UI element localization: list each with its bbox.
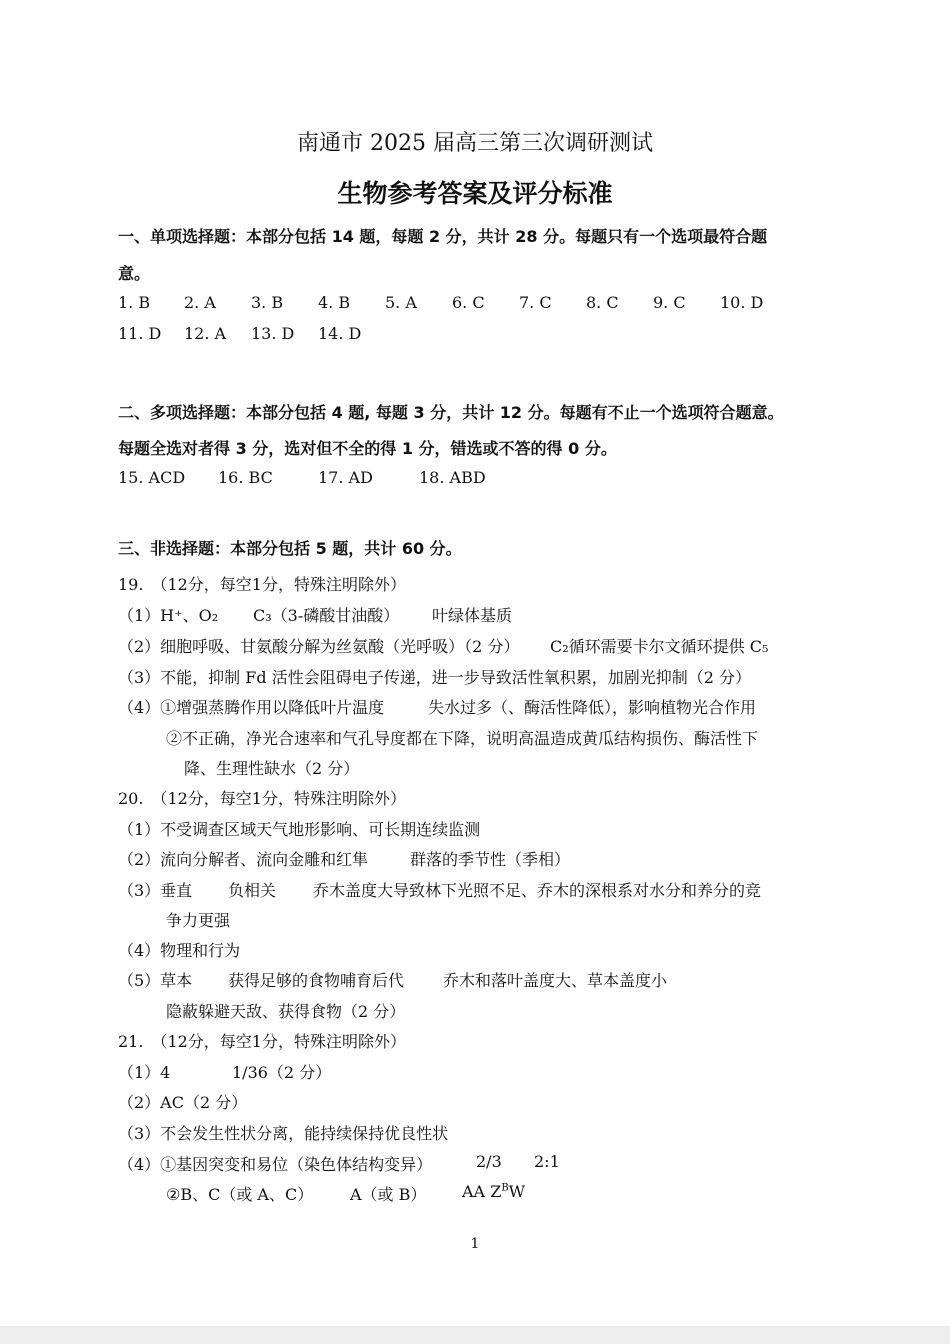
genotype-superscript: B xyxy=(501,1182,509,1194)
q21-answer-3: （3）不会发生性状分离，能持续保持优良性状 xyxy=(118,1124,449,1143)
page-number: 1 xyxy=(470,1236,480,1252)
answer-12: 12. A xyxy=(184,324,227,343)
answer-2: 2. A xyxy=(184,293,216,312)
answer-16: 16. BC xyxy=(218,468,273,487)
document-subtitle: 生物参考答案及评分标准 xyxy=(337,179,613,208)
q20-answer-4: （4）物理和行为 xyxy=(118,941,241,960)
section2-heading: 二、多项选择题：本部分包括 4 题, 每题 3 分，共计 12 分。每题有不止一个选项符合题意。 xyxy=(118,403,784,422)
q21-answer-4e: A（或 B） xyxy=(350,1185,427,1204)
q19-answer-4a: （4）①增强蒸腾作用以降低叶片温度 xyxy=(118,698,385,717)
answer-5: 5. A xyxy=(385,293,417,312)
q19-answer-1b: C₃（3-磷酸甘油酸） xyxy=(253,606,400,625)
answer-7: 7. C xyxy=(519,293,552,312)
answer-13: 13. D xyxy=(251,324,295,343)
genotype-w: W xyxy=(508,1182,526,1201)
bottom-edge-band xyxy=(0,1326,950,1344)
q21-answer-1a: （1）4 xyxy=(118,1063,171,1082)
q21-answer-4f xyxy=(462,1182,525,1201)
q20-answer-3c-cont: 争力更强 xyxy=(166,911,231,930)
q20-answer-3a: （3）垂直 xyxy=(118,881,193,900)
q20-header: 20. （12分，每空1分，特殊注明除外） xyxy=(118,789,406,808)
answer-14: 14. D xyxy=(318,324,362,343)
q21-answer-2: （2）AC（2 分） xyxy=(118,1093,248,1112)
q19-answer-1a: （1）H⁺、O₂ xyxy=(118,606,219,625)
q19-answer-2b: C₂循环需要卡尔文循环提供 C₅ xyxy=(550,637,769,656)
q20-answer-3b: 负相关 xyxy=(228,881,277,900)
q20-answer-3c: 乔木盖度大导致林下光照不足、乔木的深根系对水分和养分的竞 xyxy=(313,881,762,900)
q19-answer-4c: ②不正确，净光合速率和气孔导度都在下降，说明高温造成黄瓜结构损伤、酶活性下 xyxy=(166,729,759,748)
q19-answer-1c: 叶绿体基质 xyxy=(432,606,513,625)
answer-17: 17. AD xyxy=(318,468,373,487)
answer-11: 11. D xyxy=(118,324,162,343)
q21-answer-4c: 2:1 xyxy=(534,1152,560,1171)
answer-4: 4. B xyxy=(318,293,351,312)
q21-answer-1b: 1/36（2 分） xyxy=(232,1063,332,1082)
answer-15: 15. ACD xyxy=(118,468,186,487)
section2-heading-cont: 每题全选对者得 3 分，选对但不全的得 1 分，错选或不答的得 0 分。 xyxy=(118,439,617,458)
section1-heading: 一、单项选择题：本部分包括 14 题，每题 2 分，共计 28 分。每题只有一个选项最符合题 xyxy=(118,227,768,246)
q20-answer-5b: 获得足够的食物哺育后代 xyxy=(228,971,405,990)
q19-answer-3: （3）不能，抑制 Fd 活性会阻碍电子传递，进一步导致活性氧积累，加剧光抑制（2 分） xyxy=(118,668,751,687)
answer-8: 8. C xyxy=(586,293,619,312)
q21-header: 21. （12分，每空1分，特殊注明除外） xyxy=(118,1032,406,1051)
q20-answer-1: （1）不受调查区域天气地形影响、可长期连续监测 xyxy=(118,820,481,839)
answer-6: 6. C xyxy=(452,293,485,312)
q20-answer-5d: 隐蔽躲避天敌、获得食物（2 分） xyxy=(166,1002,406,1021)
q20-answer-2b: 群落的季节性（季相） xyxy=(410,850,571,869)
answer-3: 3. B xyxy=(251,293,284,312)
answer-10: 10. D xyxy=(720,293,764,312)
q19-answer-2a: （2）细胞呼吸、甘氨酸分解为丝氨酸（光呼吸）（2 分） xyxy=(118,637,520,656)
q20-answer-5a: （5）草本 xyxy=(118,971,193,990)
q21-answer-4b: 2/3 xyxy=(476,1152,502,1171)
q21-answer-4a: （4）①基因突变和易位（染色体结构变异） xyxy=(118,1155,433,1174)
section1-heading-cont: 意。 xyxy=(118,264,151,283)
q19-header: 19. （12分，每空1分，特殊注明除外） xyxy=(118,575,406,594)
q19-answer-4b: 失水过多（、酶活性降低），影响植物光合作用 xyxy=(428,698,757,717)
section3-heading: 三、非选择题：本部分包括 5 题，共计 60 分。 xyxy=(118,539,462,558)
q20-answer-2a: （2）流向分解者、流向金雕和红隼 xyxy=(118,850,369,869)
answer-9: 9. C xyxy=(653,293,686,312)
q19-answer-4c-cont: 降、生理性缺水（2 分） xyxy=(184,759,360,778)
q21-answer-4d: ②B、C（或 A、C） xyxy=(166,1185,314,1204)
document-title: 南通市 2025 届高三第三次调研测试 xyxy=(297,131,653,156)
answer-1: 1. B xyxy=(118,293,151,312)
q20-answer-5c: 乔木和落叶盖度大、草本盖度小 xyxy=(443,971,668,990)
answer-18: 18. ABD xyxy=(419,468,486,487)
genotype-base: AA Z xyxy=(462,1182,502,1201)
